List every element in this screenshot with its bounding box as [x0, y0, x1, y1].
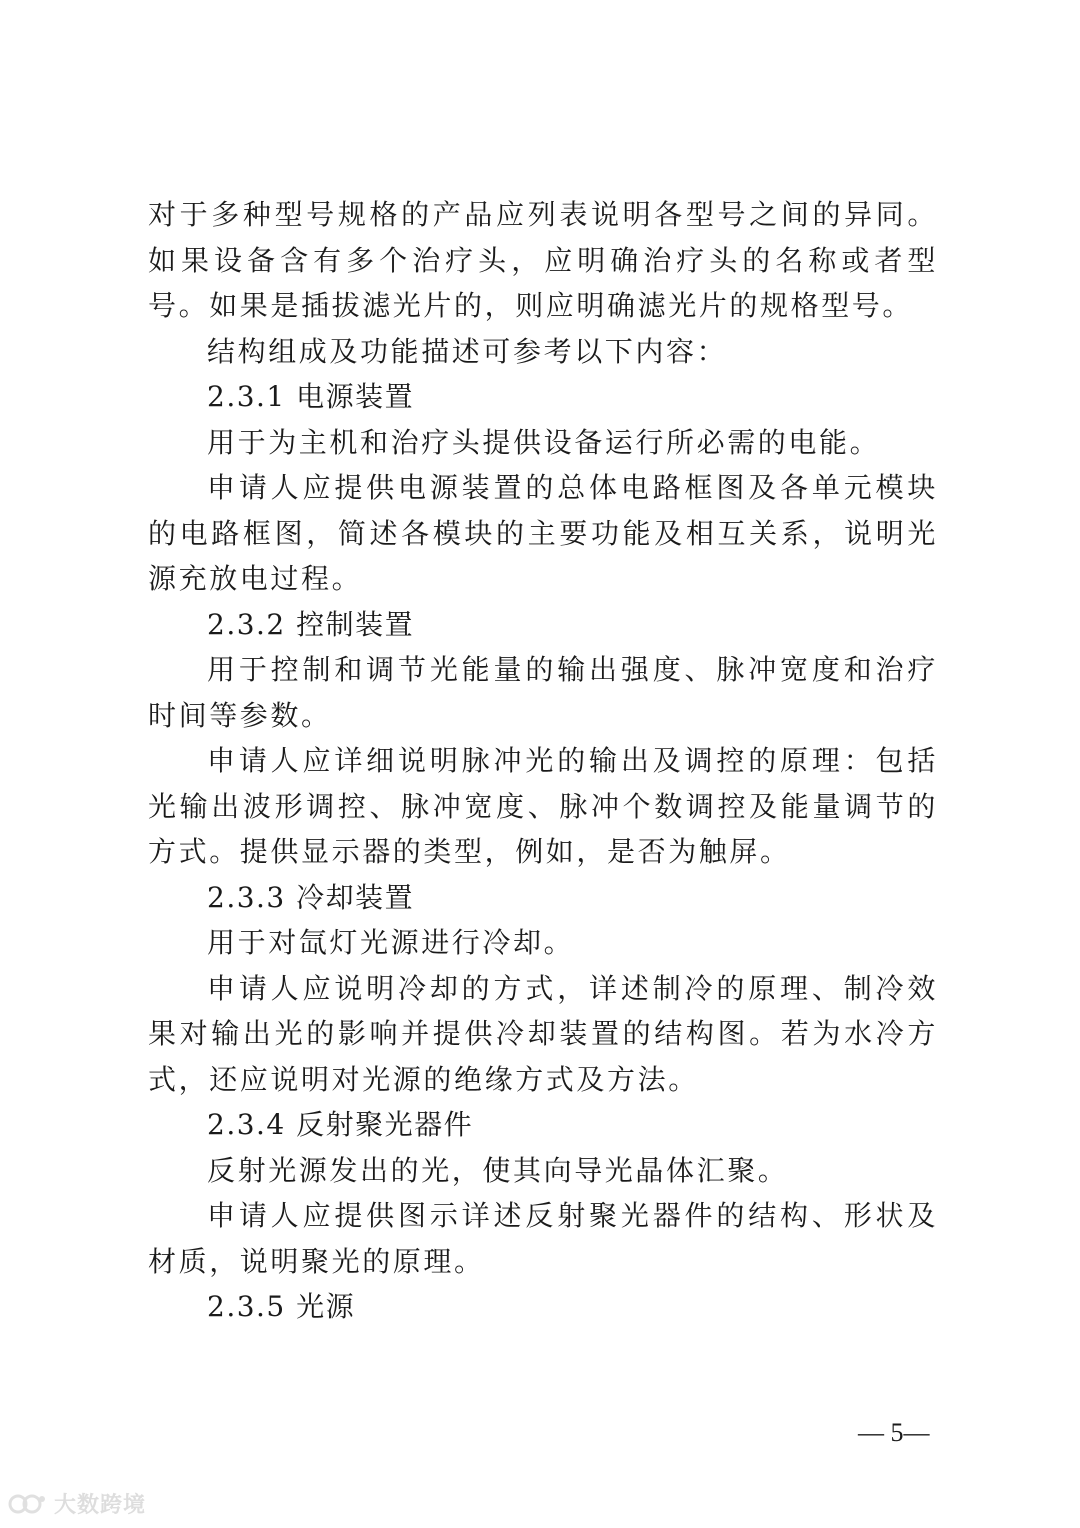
body-paragraph: 申请人应提供图示详述反射聚光器件的结构、形状及材质，说明聚光的原理。 [148, 1199, 938, 1278]
section-heading: 2.3.1 电源装置 [207, 380, 415, 413]
body-paragraph: 用于为主机和治疗头提供设备运行所必需的电能。 [207, 425, 881, 459]
watermark [8, 1488, 146, 1519]
body-paragraph: 用于控制和调节光能量的输出强度、脉冲宽度和治疗时间等参数。 [148, 653, 938, 732]
brand-logo-icon [8, 1490, 48, 1518]
page-number: — 5— [858, 1418, 930, 1447]
body-paragraph: 申请人应提供电源装置的总体电路框图及各单元模块的电路框图，简述各模块的主要功能及相互关系，说明光源充放电过程。 [148, 471, 938, 595]
section-heading: 2.3.5 光源 [207, 1290, 356, 1323]
section-heading: 2.3.3 冷却装置 [207, 880, 415, 914]
body-paragraph: 用于对氙灯光源进行冷却。 [207, 926, 575, 959]
watermark-text: 大数跨境 [54, 1493, 147, 1518]
body-paragraph: 反射光源发出的光，使其向导光晶体汇聚。 [207, 1153, 789, 1187]
body-paragraph: 对于多种型号规格的产品应列表说明各型号之间的异同。如果设备含有多个治疗头，应明确治疗头的名称或者型号。如果是插拔滤光片的，则应明确滤光片的规格型号。 [148, 198, 938, 322]
body-paragraph: 申请人应说明冷却的方式，详述制冷的原理、制冷效果对输出光的影响并提供冷却装置的结构图。若为水冷方式，还应说明对光源的绝缘方式及方法。 [148, 971, 938, 1096]
section-heading: 2.3.2 控制装置 [207, 607, 415, 641]
section-heading: 2.3.4 反射聚光器件 [207, 1108, 474, 1141]
document-body [148, 192, 938, 1330]
body-paragraph: 申请人应详细说明脉冲光的输出及调控的原理：包括光输出波形调控、脉冲宽度、脉冲个数调控及能量调节的方式。提供显示器的类型，例如，是否为触屏。 [148, 744, 938, 868]
body-paragraph: 结构组成及功能描述可参考以下内容： [207, 334, 728, 368]
